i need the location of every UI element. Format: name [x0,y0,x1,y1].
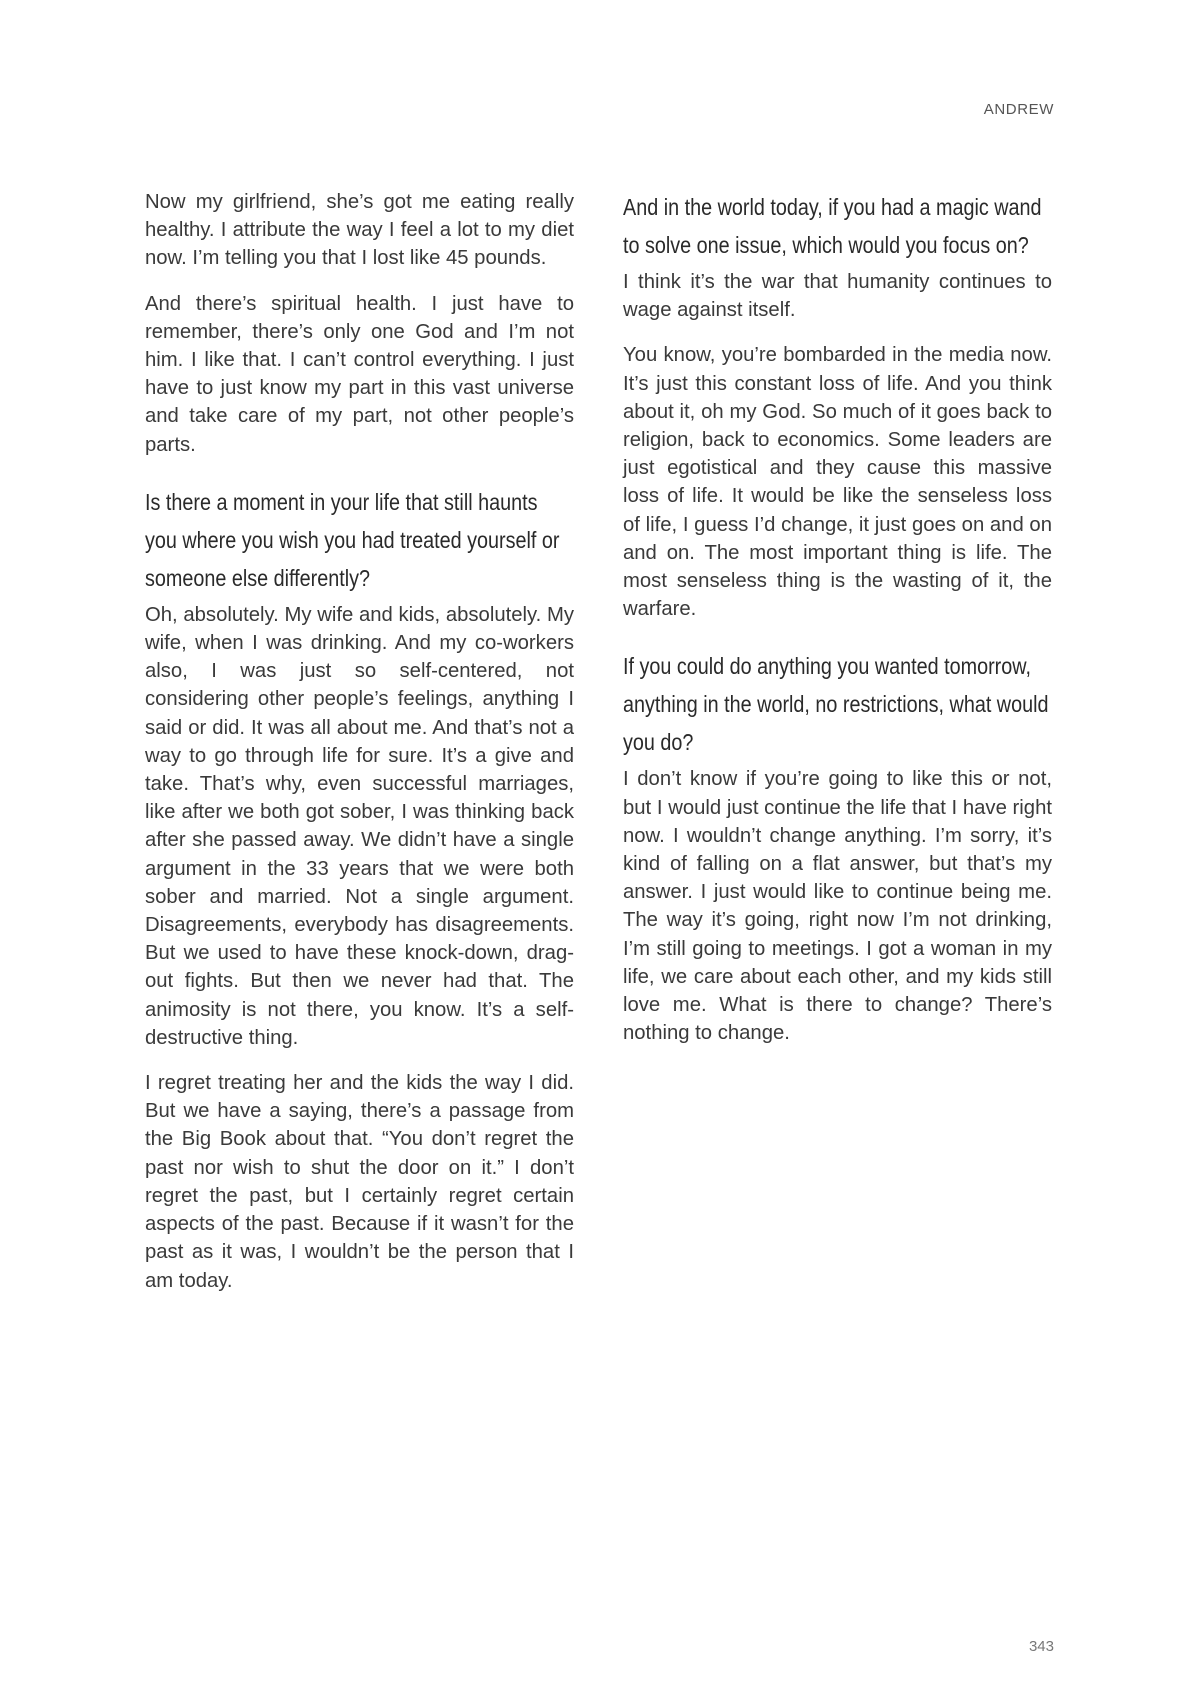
question-haunting-moment: Is there a moment in your life that still haunts you where you wish you had treated yourself or someone else differently? [145,488,560,591]
paragraph-continue-life: I don’t know if you’re going to like this or not, but I would just continue the life that I have right now. I wouldn’t change anything. I’m sorry, it’s kind of falling on a flat answer, but that’s my answer. I just would like to continue being me. The way it’s going, right now I’m not drinking, I’m still going to meetings. I got a woman in my life, we care about each other, and my kids still love me. What is there to change? There’s nothing to change. [623,768,1052,1045]
paragraph-regret: I regret treating her and the kids the way I did. But we have a saying, there’s a passage from the Big Book about that. “You don’t regret the past nor wish to shut the door on it.” I don’t regret the past, but I certainly regret certain aspects of the past. Because if it wasn’t for the past as it was, I wouldn’t be the person that I am today. [145,1072,574,1292]
right-column [623,188,1052,1064]
left-column [145,188,574,1312]
paragraph-media: You know, you’re bombarded in the media now. It’s just this constant loss of life. And you think about it, oh my God. So much of it goes back to religion, back to economics. Some leaders are just egotistical and they cause this massive loss of life. It would be like the senseless loss of life, I guess I’d change, it just goes on and on and on. The most important thing is life. The most senseless thing is the wasting of it, the warfare. [623,344,1052,621]
paragraph-spiritual-health: And there’s spiritual health. I just have to remember, there’s only one God and I’m not him. I like that. I can’t control everything. I just have to just know my part in this vast universe and take care of my part, not other people’s parts. [145,292,574,456]
running-header: ANDREW [983,101,1054,118]
paragraph-diet: Now my girlfriend, she’s got me eating really healthy. I attribute the way I feel a lot to my diet now. I’m telling you that I lost like 45 pounds. [145,191,574,270]
question-anything-tomorrow: If you could do anything you wanted tomorrow, anything in the world, no restrictions, what would you do? [623,653,1049,756]
paragraph-wife-and-kids: Oh, absolutely. My wife and kids, absolutely. My wife, when I was drinking. And my co-workers also, I was just so self-centered, not considering other people’s feelings, anything I said or did. It was all about me. And that’s not a way to go through life for sure. It’s a give and take. That’s why, even successful marriages, like after we both got sober, I was thinking back after she passed away. We didn’t have a single argument in the 33 years that we were both sober and married. Not a single argument. Disagreements, everybody has disagreements. But we used to have these knock-down, drag-out fights. But then we never had that. The animosity is not there, you know. It’s a self-destructive thing. [145,603,574,1049]
question-magic-wand: And in the world today, if you had a magic wand to solve one issue, which would you focus on? [623,194,1042,258]
paragraph-war-humanity: I think it’s the war that humanity continues to wage against itself. [623,271,1052,322]
page-number: 343 [1028,1638,1054,1655]
